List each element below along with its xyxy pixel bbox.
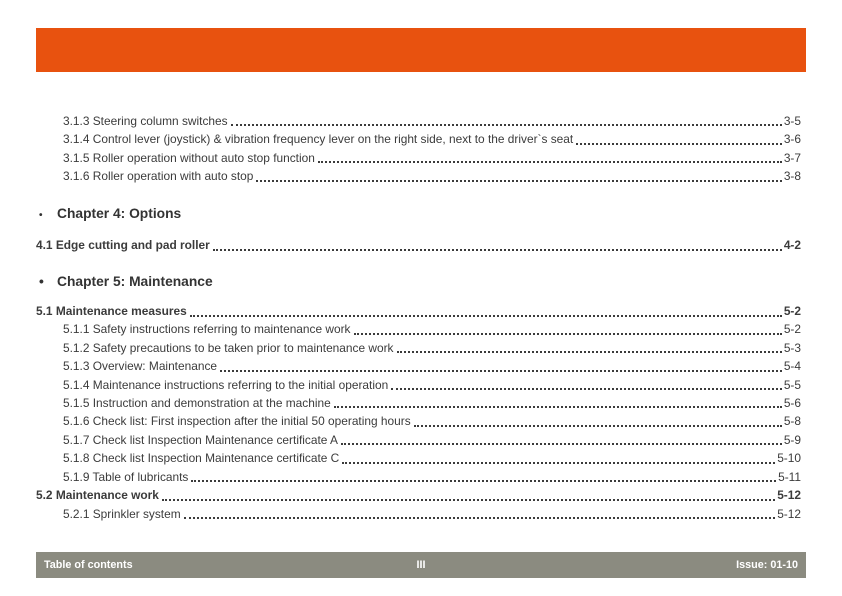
footer-bar <box>36 552 806 578</box>
toc-page-number: 5-11 <box>778 469 801 484</box>
toc-page-number: 5-2 <box>783 304 801 319</box>
table-of-contents <box>36 112 806 523</box>
dot-leader <box>397 351 782 353</box>
dot-leader <box>213 249 782 251</box>
toc-label: 5.2 Maintenance work <box>36 488 159 503</box>
toc-row <box>36 412 806 430</box>
toc-row <box>36 302 806 320</box>
toc-page-number: 5-2 <box>783 322 801 337</box>
toc-row <box>36 394 806 412</box>
toc-row <box>36 376 806 394</box>
toc-label: 5.1 Maintenance measures <box>36 304 187 319</box>
dot-leader <box>256 180 781 182</box>
toc-label: 5.1.6 Check list: First inspection after the initial 50 operating hours <box>63 414 411 429</box>
dot-leader <box>220 370 782 372</box>
toc-page-number: 5-10 <box>777 451 801 466</box>
dot-leader <box>414 425 782 427</box>
toc-page-number: 5-8 <box>783 414 801 429</box>
header-bar <box>36 28 806 72</box>
toc-label: 3.1.4 Control lever (joystick) & vibration frequency lever on the right side, next to the driver`s seat <box>63 132 574 147</box>
toc-page-number: 4-2 <box>783 237 801 252</box>
dot-leader <box>341 443 782 445</box>
toc-row <box>36 431 806 449</box>
toc-section <box>36 112 806 186</box>
toc-row <box>36 320 806 338</box>
bullet-icon: • <box>39 209 43 221</box>
toc-page-number: 5-6 <box>783 396 801 411</box>
toc-row <box>36 468 806 486</box>
dot-leader <box>162 499 775 501</box>
dot-leader <box>342 462 775 464</box>
chapter-title: Chapter 5: Maintenance <box>57 274 213 290</box>
toc-label: 5.1.2 Safety precautions to be taken prior to maintenance work <box>63 340 394 355</box>
dot-leader <box>191 480 776 482</box>
toc-page-number: 3-5 <box>783 114 801 128</box>
dot-leader <box>231 124 782 126</box>
toc-label: 5.1.8 Check list Inspection Maintenance certificate C <box>63 451 340 466</box>
toc-label: 3.1.5 Roller operation without auto stop function <box>63 150 315 165</box>
toc-page-number: 5-4 <box>783 359 801 374</box>
toc-row <box>36 339 806 357</box>
toc-label: 4.1 Edge cutting and pad roller <box>36 237 210 252</box>
toc-section <box>36 302 806 523</box>
toc-label: 5.1.4 Maintenance instructions referring to the initial operation <box>63 377 389 392</box>
toc-label: 5.1.9 Table of lubricants <box>63 469 189 484</box>
toc-row <box>36 149 806 167</box>
footer-page-number: III <box>416 559 426 571</box>
toc-row <box>36 449 806 467</box>
chapter-heading <box>36 272 806 292</box>
toc-label: 5.1.1 Safety instructions referring to maintenance work <box>63 322 351 337</box>
toc-row <box>36 505 806 523</box>
toc-label: 5.2.1 Sprinkler system <box>63 506 181 521</box>
dot-leader <box>334 406 782 408</box>
toc-page-number: 5-12 <box>777 506 801 521</box>
toc-label: 5.1.3 Overview: Maintenance <box>63 359 217 374</box>
toc-row <box>36 357 806 375</box>
toc-row <box>36 167 806 185</box>
toc-page-number: 5-5 <box>783 377 801 392</box>
toc-label: 5.1.7 Check list Inspection Maintenance certificate A <box>63 432 338 447</box>
toc-row <box>36 486 806 504</box>
toc-page-number: 3-7 <box>783 150 801 165</box>
toc-page-number: 3-8 <box>783 169 801 184</box>
dot-leader <box>391 388 782 390</box>
toc-page-number: 3-6 <box>783 132 801 147</box>
dot-leader <box>318 161 782 163</box>
toc-row <box>36 236 806 254</box>
toc-page-number: 5-3 <box>783 340 801 355</box>
toc-page-number: 5-12 <box>777 488 801 503</box>
toc-section <box>36 236 806 254</box>
toc-label: 3.1.3 Steering column switches <box>63 114 228 128</box>
dot-leader <box>184 517 776 519</box>
dot-leader <box>354 333 782 335</box>
toc-label: 3.1.6 Roller operation with auto stop <box>63 169 254 184</box>
footer-issue-label: Issue: 01-10 <box>736 559 798 571</box>
dot-leader <box>190 315 782 317</box>
dot-leader <box>576 143 782 145</box>
toc-row <box>36 112 806 130</box>
bullet-icon: • <box>39 274 44 290</box>
chapter-title: Chapter 4: Options <box>57 205 182 221</box>
toc-label: 5.1.5 Instruction and demonstration at the machine <box>63 396 331 411</box>
footer-section-label: Table of contents <box>44 559 133 571</box>
toc-row <box>36 130 806 148</box>
chapter-heading <box>36 204 806 226</box>
toc-page-number: 5-9 <box>783 432 801 447</box>
